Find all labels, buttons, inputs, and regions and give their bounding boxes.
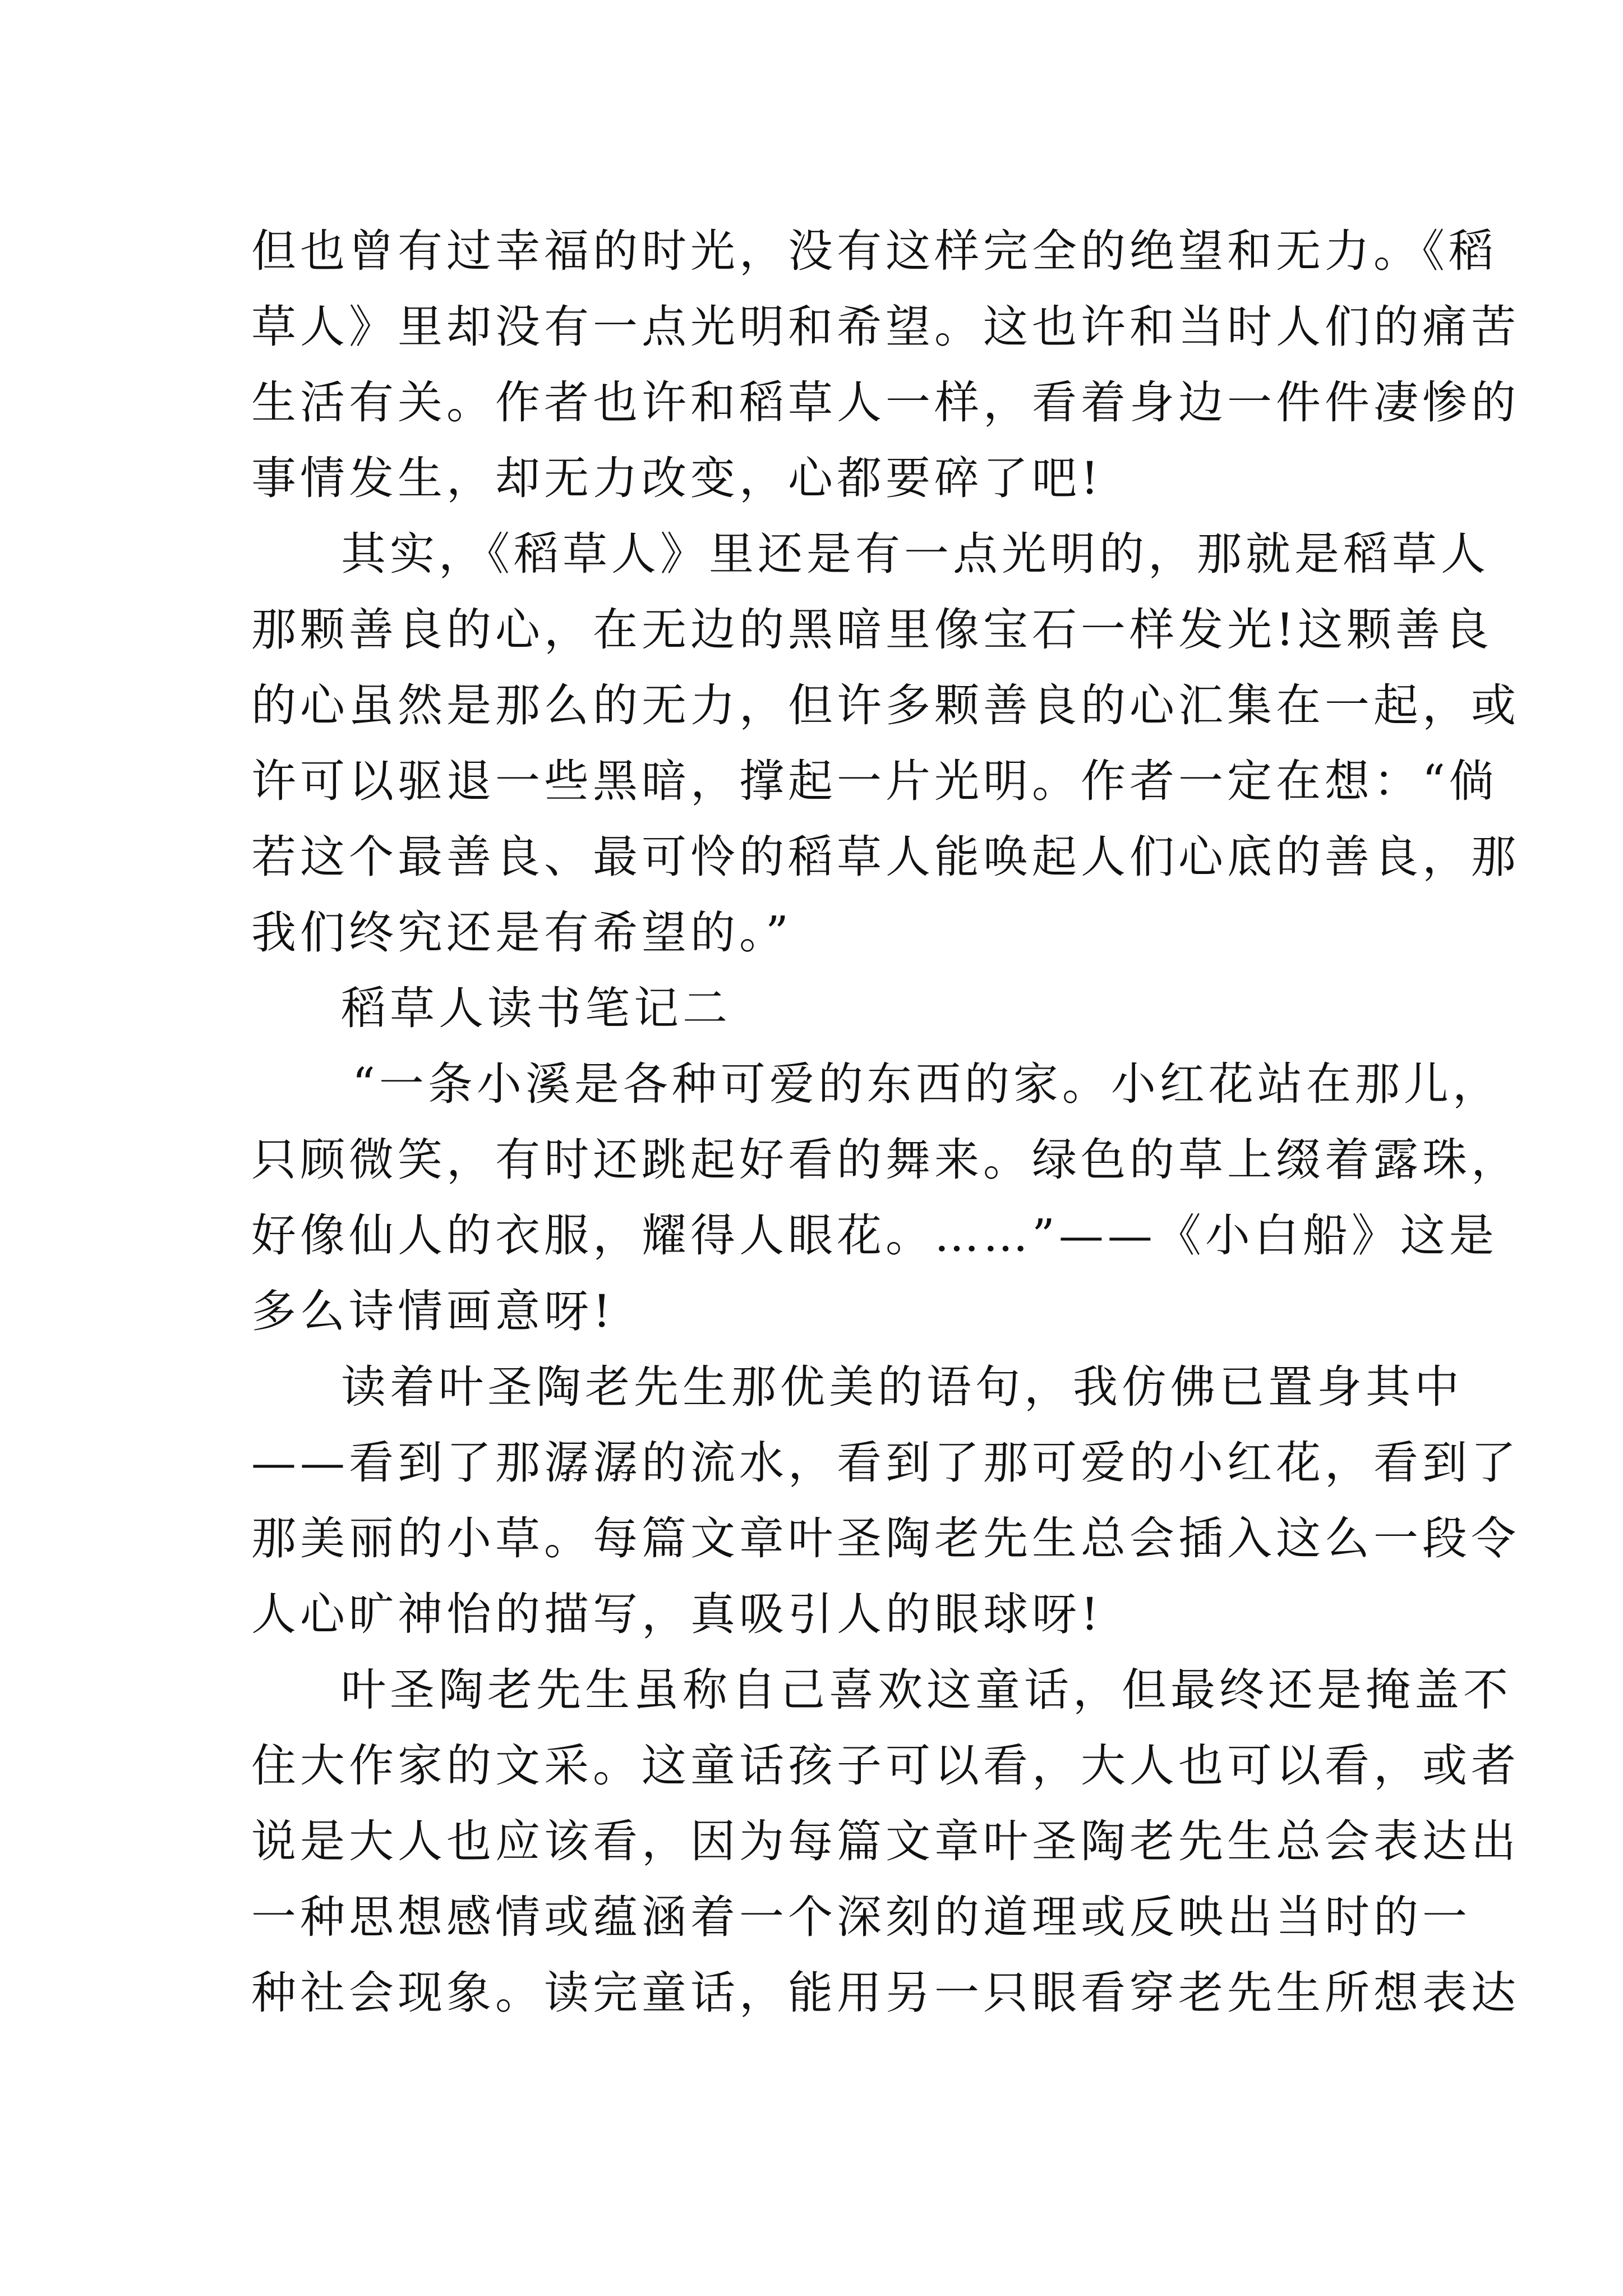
text-line: 但也曾有过幸福的时光，没有这样完全的绝望和无力。《稻 <box>251 225 1497 277</box>
section-heading <box>251 970 1378 1046</box>
document-page <box>251 213 1520 2031</box>
text-line: 其实，《稻草人》里还是有一点光明的，那就是稻草人 <box>341 528 1490 580</box>
text-line: 住大作家的文采。这童话孩子可以看，大人也可以看，或者 <box>251 1740 1520 1792</box>
paragraph-1 <box>251 213 1520 516</box>
text-line: 若这个最善良、最可怜的稻草人能唤起人们心底的善良，那 <box>251 831 1520 883</box>
text-line: 说是大人也应该看，因为每篇文章叶圣陶老先生总会表达出 <box>251 1815 1520 1867</box>
paragraph-2 <box>251 516 1520 970</box>
text-line: 一种思想感情或蕴涵着一个深刻的道理或反映出当时的一 <box>251 1891 1471 1943</box>
text-line: 种社会现象。读完童话，能用另一只眼看穿老先生所想表达 <box>251 1967 1520 2019</box>
text-line: 我们终究还是有希望的。” <box>251 907 792 959</box>
text-line: 叶圣陶老先生虽称自己喜欢这童话，但最终还是掩盖不 <box>341 1664 1512 1716</box>
paragraph-3 <box>251 1046 1520 1349</box>
paragraph-4 <box>251 1349 1520 1652</box>
text-line: 读着叶圣陶老先生那优美的语句，我仿佛已置身其中 <box>341 1361 1463 1413</box>
text-line: 多么诗情画意呀! <box>251 1285 615 1337</box>
text-line: 草人》里却没有一点光明和希望。这也许和当时人们的痛苦 <box>251 301 1520 353</box>
text-line: 那颗善良的心，在无边的黑暗里像宝石一样发光!这颗善良 <box>251 604 1493 656</box>
text-line: 事情发生，却无力改变，心都要碎了吧! <box>251 452 1103 504</box>
text-line: 的心虽然是那么的无力，但许多颗善良的心汇集在一起，或 <box>251 679 1520 731</box>
text-line: 那美丽的小草。每篇文章叶圣陶老先生总会插入这么一段令 <box>251 1512 1520 1565</box>
heading-line: 稻草人读书笔记二 <box>341 982 731 1034</box>
text-line: 许可以驱退一些黑暗，撑起一片光明。作者一定在想：“倘 <box>251 755 1498 807</box>
text-line: “一条小溪是各种可爱的东西的家。小红花站在那儿， <box>352 1058 1501 1110</box>
text-line: 生活有关。作者也许和稻草人一样，看着身边一件件凄惨的 <box>251 376 1520 429</box>
text-line: 好像仙人的衣服，耀得人眼花。……”——《小白船》这是 <box>251 1209 1498 1262</box>
text-line: 只顾微笑，有时还跳起好看的舞来。绿色的草上缀着露珠， <box>251 1134 1520 1186</box>
text-line: ——看到了那潺潺的流水，看到了那可爱的小红花，看到了 <box>251 1437 1520 1489</box>
paragraph-5 <box>251 1652 1520 2031</box>
text-line: 人心旷神怡的描写，真吸引人的眼球呀! <box>251 1588 1103 1640</box>
